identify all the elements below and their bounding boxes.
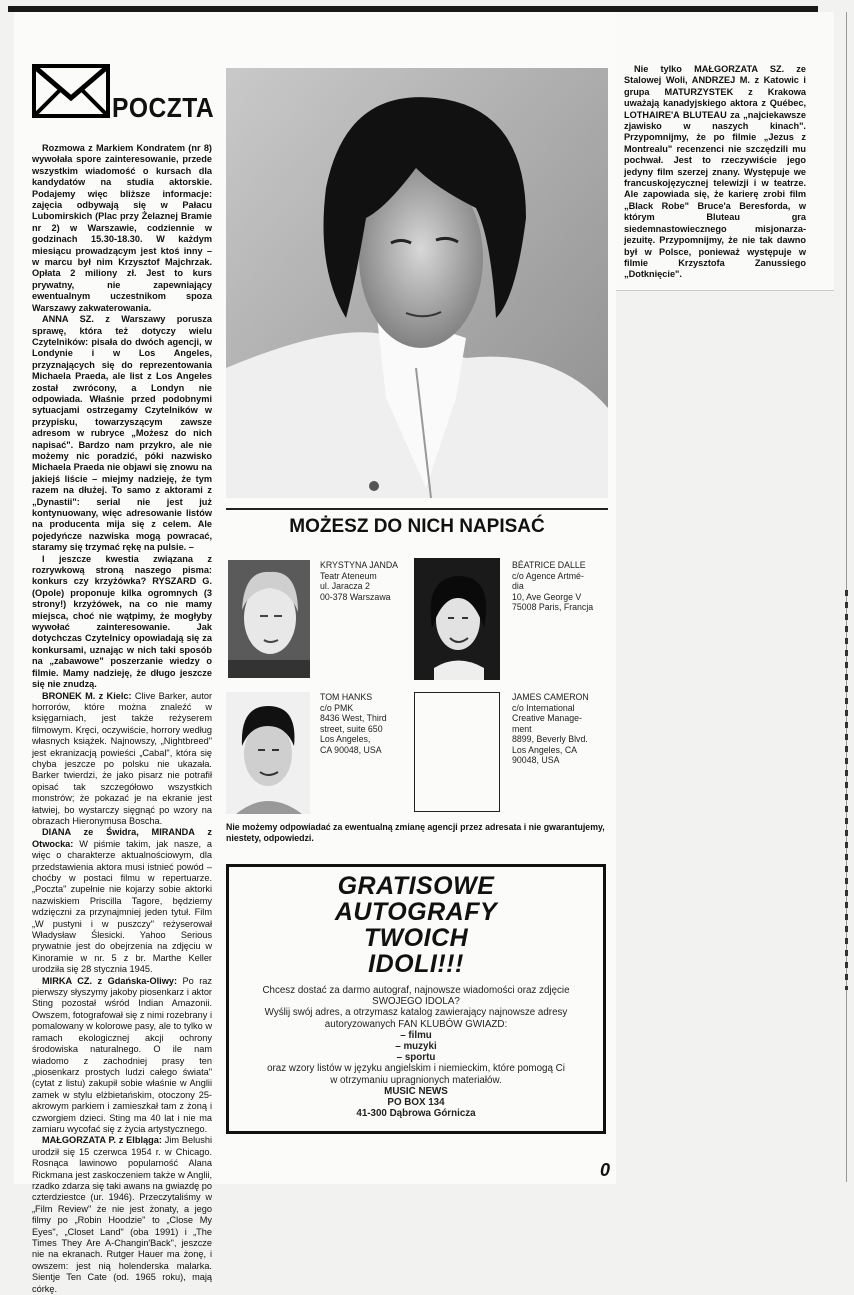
address-line: street, suite 650 [320,723,383,734]
address-line: 00-378 Warszawa [320,591,391,602]
hanks-photo [226,692,310,814]
letter-paragraph [32,1135,212,1295]
address-dalle [512,560,606,613]
address-line: Teatr Ateneum [320,570,377,581]
janda-photo [228,560,310,678]
address-line: 8436 West, Third [320,713,387,723]
letter-text: I jeszcze kwestia związana z rozrywkową stroną naszego pisma: konkurs czy krzyżówka? RYSZARD G. (Opole) proponuje kilka ogromnych (3 strony!) krzyżówek, na co nie mamy miejsca, choć nie wątpimy, że mogłyby wywołać zainteresowanie. Jak dotychczas Czytelnicy opowiadają się za konkursami, uznając w nich taki sposób na „zabawowe" poszerzanie wiedzy o filmie. Mamy nadzieję, że długo jeszcze się nie znudzą. [32,553,212,690]
letter-paragraph [32,143,212,314]
main-photo [226,68,608,498]
address-line: ment [512,723,532,734]
letter-paragraph [32,827,212,975]
letter-paragraph [32,976,212,1136]
ad-title [229,873,603,977]
letter-text: Clive Barker, autor horrorów, które można znaleźć w księgarniach, jest także reżyserem filmowym. Kręci, oczywiście, horrory według własnych książek. Najnowszy, „Nightbreed" jest ekranizacją powieści „Cabal", która się chyba jeszcze po polsku nie ukazała. Barker twierdzi, że jako pisarz nie potrafił opisać tak szczegółowo wszystkich monstrów; że pokazać je na ekranie jest łatwiej, bo wystarczy sięgnąć po wzory na obrazach Hieronymusa Boscha. [32,690,213,826]
address-name: JAMES CAMERON [512,692,589,702]
section-divider [226,508,608,510]
address-line: c/o Agence Artmé- [512,570,584,581]
letter-text: W piśmie takim, jak nasze, a więc o charakterze aktualnościowym, dla przedstawienia aktora musi istnieć powód – choćby w postaci filmu w repertuarze. „Poczta" zupełnie nie kojarzy sobie aktorki nazwiskiem Priscilla Tagore, będziemy wdzięczni za przynajmniej jeden tytuł. Film „W pustyni i w puszczy" reżyserował Władysław Ślesicki. Yahoo Serious prywatnie jest do obejrzenia na zdjęciu w Kinoramie w nr. 5 z br. Marthe Keller urodziła się 28 stycznia 1945. [32,838,212,975]
address-line: ul. Jaracza 2 [320,581,370,591]
autograph-ad [226,864,606,1134]
ad-line: SWOJEGO IDOLA? [372,996,460,1008]
ad-line: w otrzymaniu upragnionych materiałów. [330,1074,502,1086]
letters-column [32,143,212,1295]
ad-contact: 41-300 Dąbrowa Górnicza [356,1108,476,1120]
bluteau-column [624,64,806,281]
ad-line: Wyślij swój adres, a otrzymasz katalog zawierający najnowsze adresy [264,1007,568,1019]
letter-text: Rozmowa z Markiem Kondratem (nr 8) wywołała spore zainteresowanie, przede wszystkim wiadomość o kursach dla kandydatów na studia aktorskie. Podajemy więc bliższe informacje: zajęcia odbywają się w Pałacu Lubomirskich (Plac przy Żelaznej Bramie nr 2) w Warszawie, codziennie w godzinach 15.30-18.30. W każdym miesiącu prowadzącym jest ktoś inny – w marcu był nim Krzysztof Majchrzak. Opłata 2 miliony zł. Jest to kurs prywatny, nie zapewniający ewentualnym uczestnikom spoza Warszawy zakwaterowania. [32,143,212,313]
letter-sender: BRONEK M. z Kielc: [42,690,132,701]
address-line: 8899, Beverly Blvd. [512,734,588,744]
bluteau-text: Nie tylko MAŁGORZATA SZ. ze Stalowej Woli, ANDRZEJ M. z Katowic i grupa MATURZYSTEK z Krakowa uważają kanadyjskiego aktora z Québec, LOTHAIRE'A BLUTEAU za „najciekawsze zjawisko w naszych kinach". Przypomnijmy, że po filmie „Jezus z Montrealu" recenzenci nie szczędzili mu pochwał. Jest to rzeczywiście jego jedyny film szerzej znany. Występuje we francuskojęzycznej telewizji i w teatrze. Ale zapowiada się, że karierę zrobi film „Black Robe" Bruce'a Beresforda, w którym Bluteau gra siedemnastowiecznego misjonarza-jezuitę. Przypomnijmy, że nie tak dawno był w Polsce, ponieważ występuje w filmie Krzysztofa Zanussiego „Dotknięcie". [624,64,806,280]
address-name: TOM HANKS [320,692,373,702]
ad-title-line: TWOICH [363,924,469,952]
address-line: 10, Ave George V [512,591,582,602]
address-line: c/o International [512,702,575,713]
ad-title-line: GRATISOWE [337,872,495,900]
address-line: dia [512,581,524,591]
letter-text: ANNA SZ. z Warszawy porusza sprawę, która też dotyczy wielu Czytelników: pisała do dwóch agencji, w Londynie i w Los Angeles, przyznających się do reprezentowania Michaela Praeda, ale list z Los Angeles został zwrócony, a Londyn nie odpowiada. Właśnie przed podobnymi sytuacjami ostrzegamy Czytelników w przypisku, towarzyszącym zawsze adresom w rubryce „Możesz do nich napisać". Bardzo nam przykro, ale nie możemy nic poradzić, póki nazwisko Michaela Praeda nie objawi się znowu na jakiejś liście – miejmy nadzieję, że tym razem na dłużej. To samo z aktorami z „Dynastii": serial nie jest już kontynuowany, więc adresowanie listów na producenta mija się z celem. Ale pojedyńcze nazwiska mogą powracać, staramy się trzymać rękę na pulsie. – [32,314,212,553]
dalle-photo [414,558,500,680]
letter-text: Jim Belushi urodził się 15 czerwca 1954 r. w Chicago. Rosnąca lawinowo popularność Alana Rickmana jest zaskoczeniem także w Anglii, rzadko zdarza się taki awans na gwiazdę po czterdziestce (ur. 1946). Przeczytaliśmy w „Film Review" że nie jest żonaty, a jego filmy po „Robin Hoodzie" to „Close My Eyes", „Closet Land" (oba 1991) i „The Times They Are A-Changin'Back", jeszcze nie na ekranach. Rutger Hauer ma żonę, i owszem: jest nią holenderska malarka. Sientje Ten Cate (od. 1965 roku), mają córkę. [32,1135,212,1294]
letter-sender: DIANA ze Świdra, MIRANDA z Otwocka: [32,827,212,849]
letter-paragraph [32,314,212,554]
address-hanks [320,692,410,755]
cut-dashes [845,590,848,990]
ad-line: autoryzowanych FAN KLUBÓW GWIAZD: [324,1018,508,1030]
ad-title-line: IDOLI!!! [368,950,464,978]
ad-bullet: – sportu [396,1052,436,1064]
letter-text: Po raz pierwszy słyszymy jakoby piosenkarz i aktor Sting pozostał wśród Indian Amazonii. Owszem, fotografował się z nimi rozebrany i pomalowany w kolorowe pasy, ale to tylko w ramach ekologicznej akcji ochrony środowiska naturalnego. O ile nam wiadomo z zachodniej prasy ten „piosenkarz prostych ludzi całego świata" (cytat z listu) zakupił sobie właśnie w Anglii zamek w stylu elżbietańskim, otoczony 25-akrowym parkiem i zamieszkał tam z żoną i czworgiem dzieci. Sting ma 40 lat i nie ma zamiaru wycofać się z życia artystycznego. [32,975,212,1134]
address-line: Los Angeles, CA [512,744,578,755]
letter-paragraph [32,691,212,828]
address-janda [320,560,408,602]
address-name: KRYSTYNA JANDA [320,560,399,570]
ad-contact: MUSIC NEWS [384,1085,448,1097]
ad-line: oraz wzory listów w języku angielskim i niemieckim, które pomogą Ci [267,1063,565,1075]
cameron-photo-placeholder [414,692,500,812]
envelope-icon [32,64,110,118]
address-line: c/o PMK [320,702,354,713]
ad-bullet: – filmu [400,1029,432,1041]
page-number: 0 [600,1160,611,1180]
ad-title-line: AUTOGRAFY [334,898,498,926]
address-line: Creative Manage- [512,713,582,723]
address-cameron [512,692,606,766]
disclaimer-note: Nie możemy odpowiadać za ewentualną zmianę agencji przez adresata i nie gwarantujemy, niestety, odpowiedzi. [226,822,605,843]
ad-line: Chcesz dostać za darmo autograf, najnowsze wiadomości oraz zdjęcie [262,985,570,996]
address-line: CA 90048, USA [320,744,382,755]
ad-bullet: – muzyki [395,1041,437,1053]
address-line: Los Angeles, [320,734,371,744]
ad-contact: PO BOX 134 [387,1097,445,1109]
address-line: 90048, USA [512,755,560,765]
letter-sender: MAŁGORZATA P. z Elbląga: [42,1135,162,1146]
ad-body [229,985,603,1119]
section-title: POCZTA [112,92,215,123]
write-to-them-title: MOŻESZ DO NICH NAPISAĆ [289,516,545,537]
letter-paragraph [32,554,212,691]
letter-sender: MIRKA CZ. z Gdańska-Oliwy: [42,975,178,986]
address-line: 75008 Paris, Francja [512,602,594,612]
address-name: BÉATRICE DALLE [512,560,586,570]
